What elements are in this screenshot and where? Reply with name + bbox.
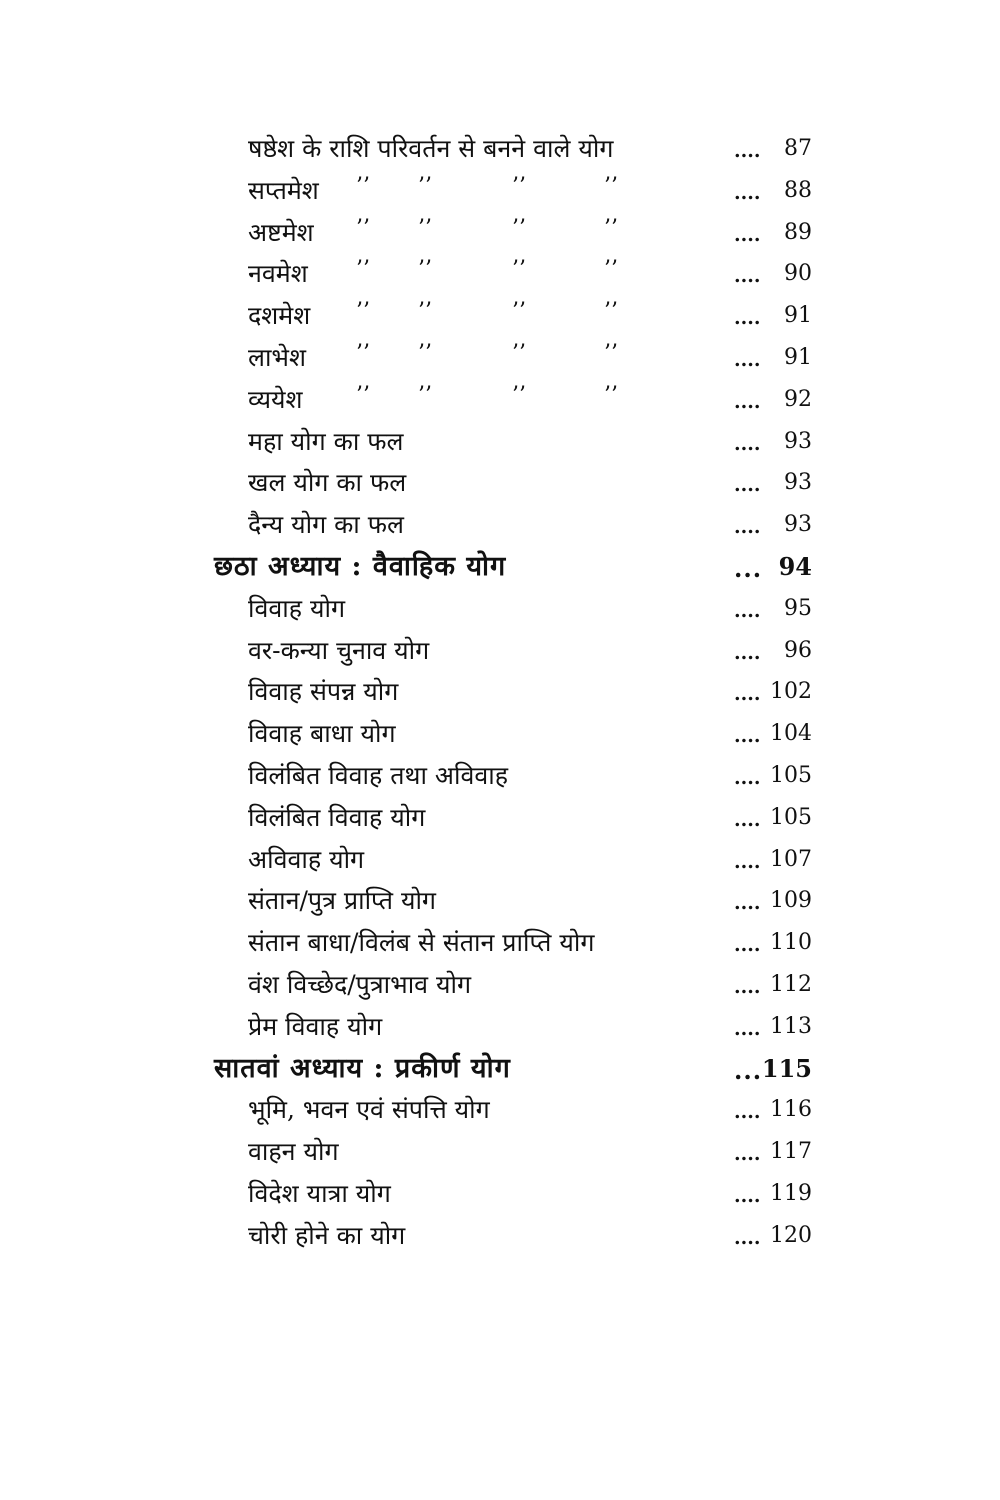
toc-entry [0, 880, 1000, 922]
entry-title: चोरी होने का योग [248, 1220, 406, 1250]
toc-entry [0, 379, 1000, 421]
leader-dots: .... [734, 223, 761, 246]
ditto-mark: ’’ [604, 173, 618, 199]
leader-dots: .... [734, 390, 761, 413]
page-number: 89 [784, 219, 812, 245]
page-number: 105 [770, 762, 812, 788]
leader-dots: .... [734, 892, 761, 915]
leader-dots: .... [734, 348, 761, 371]
toc-entry [0, 671, 1000, 713]
page-number: 87 [784, 136, 812, 161]
page-number: 109 [770, 888, 812, 914]
entry-title: अष्टमेश [248, 217, 314, 247]
page-number: 117 [770, 1139, 812, 1165]
page-number: 90 [784, 261, 812, 287]
leader-dots: .... [734, 1017, 761, 1040]
toc-entry [0, 128, 1000, 170]
ditto-mark: ’’ [356, 215, 370, 241]
entry-title: वंश विच्छेद/पुत्राभाव योग [248, 969, 472, 999]
ditto-mark: ’’ [512, 382, 526, 408]
page-number: 94 [778, 551, 812, 581]
ditto-mark: ’’ [418, 257, 432, 283]
leader-dots: .... [734, 641, 761, 664]
page-number: 107 [770, 846, 812, 872]
leader-dots: .... [734, 725, 761, 748]
entry-title: खल योग का फल [248, 468, 407, 498]
toc-entry [0, 1131, 1000, 1173]
page-number: 95 [784, 595, 812, 621]
toc-entry [0, 964, 1000, 1006]
leader-dots: .... [734, 516, 761, 539]
entry-title: सप्तमेश [248, 175, 319, 205]
leader-dots: .... [734, 683, 761, 706]
leader-dots: .... [734, 432, 761, 455]
toc-entry [0, 1006, 1000, 1048]
entry-title: विवाह योग [248, 593, 346, 623]
leader-dots: .... [734, 934, 761, 957]
entry-title: संतान/पुत्र प्राप्ति योग [248, 886, 436, 916]
page-number: 110 [770, 930, 812, 956]
ditto-mark: ’’ [604, 257, 618, 283]
page-number: 93 [784, 470, 812, 496]
ditto-mark: ’’ [512, 299, 526, 325]
page-number: 116 [770, 1097, 812, 1123]
page-number: 92 [784, 386, 812, 412]
page-number: 93 [784, 428, 812, 454]
toc-entry [0, 588, 1000, 630]
leader-dots: .... [734, 599, 761, 622]
ditto-mark: ’’ [356, 299, 370, 325]
page-number: 91 [784, 303, 812, 329]
toc-entry [0, 839, 1000, 881]
table-of-contents [0, 128, 1000, 1257]
toc-entry [0, 713, 1000, 755]
leader-dots: .... [734, 1184, 761, 1207]
ditto-mark: ’’ [418, 382, 432, 408]
leader-dots: .... [734, 1143, 761, 1166]
leader-dots: .... [734, 307, 761, 330]
ditto-mark: ’’ [512, 215, 526, 241]
page-number: 96 [784, 637, 812, 663]
entry-title: अविवाह योग [248, 844, 365, 874]
toc-entry [0, 755, 1000, 797]
leader-dots: .... [734, 766, 761, 789]
leader-dots: .... [734, 1101, 761, 1124]
toc-chapter-heading [0, 1048, 1000, 1090]
page-number: 112 [770, 971, 812, 997]
toc-entry [0, 797, 1000, 839]
entry-title: षष्ठेश के राशि परिवर्तन से बनने वाले योग [248, 134, 614, 163]
entry-title: वर-कन्या चुनाव योग [248, 635, 430, 665]
page-number: 102 [770, 679, 812, 705]
page-number: 91 [784, 344, 812, 370]
page-number: 115 [761, 1053, 812, 1083]
entry-title: लाभेश [248, 342, 307, 372]
entry-title: प्रेम विवाह योग [248, 1011, 383, 1041]
leader-dots: .... [734, 140, 761, 162]
ditto-mark: ’’ [356, 173, 370, 199]
ditto-mark: ’’ [604, 215, 618, 241]
toc-entry [0, 630, 1000, 672]
entry-title: महा योग का फल [248, 426, 404, 456]
page-number: 104 [770, 721, 812, 747]
ditto-mark: ’’ [418, 215, 432, 241]
entry-title: संतान बाधा/विलंब से संतान प्राप्ति योग [248, 928, 595, 958]
chapter-title: सातवां अध्याय : प्रकीर्ण योग [214, 1052, 511, 1084]
entry-title: विवाह संपन्न योग [248, 677, 399, 707]
leader-dots: .... [734, 474, 761, 497]
leader-dots: ... [734, 1055, 763, 1085]
toc-entry [0, 1089, 1000, 1131]
toc-entry [0, 212, 1000, 254]
entry-title: विलंबित विवाह योग [248, 802, 426, 832]
ditto-mark: ’’ [512, 257, 526, 283]
page-number: 93 [784, 512, 812, 538]
page-number: 119 [770, 1180, 812, 1206]
page-number: 105 [770, 804, 812, 830]
toc-chapter-heading [0, 546, 1000, 588]
toc-entry [0, 504, 1000, 546]
ditto-mark: ’’ [356, 257, 370, 283]
page-number: 88 [784, 177, 812, 203]
leader-dots: .... [734, 265, 761, 288]
ditto-mark: ’’ [418, 173, 432, 199]
leader-dots: .... [734, 1226, 761, 1249]
toc-entry [0, 1173, 1000, 1215]
toc-entry [0, 253, 1000, 295]
ditto-mark: ’’ [512, 173, 526, 199]
ditto-mark: ’’ [604, 340, 618, 366]
leader-dots: .... [734, 808, 761, 831]
toc-entry [0, 462, 1000, 504]
toc-entry [0, 337, 1000, 379]
leader-dots: ... [734, 553, 763, 583]
leader-dots: .... [734, 850, 761, 873]
toc-entry [0, 295, 1000, 337]
entry-title: व्ययेश [248, 384, 303, 414]
ditto-mark: ’’ [418, 299, 432, 325]
entry-title: दशमेश [248, 301, 311, 331]
ditto-mark: ’’ [604, 299, 618, 325]
ditto-mark: ’’ [356, 340, 370, 366]
chapter-title: छठा अध्याय : वैवाहिक योग [214, 550, 507, 582]
ditto-mark: ’’ [604, 382, 618, 408]
ditto-mark: ’’ [418, 340, 432, 366]
entry-title: वाहन योग [248, 1137, 339, 1167]
entry-title: नवमेश [248, 259, 308, 289]
entry-title: विवाह बाधा योग [248, 719, 396, 749]
leader-dots: .... [734, 975, 761, 998]
entry-title: भूमि, भवन एवं संपत्ति योग [248, 1095, 490, 1125]
ditto-mark: ’’ [512, 340, 526, 366]
ditto-mark: ’’ [356, 382, 370, 408]
entry-title: विलंबित विवाह तथा अविवाह [248, 760, 509, 790]
page-number: 113 [770, 1013, 812, 1039]
toc-entry [0, 922, 1000, 964]
toc-entry [0, 421, 1000, 463]
entry-title: दैन्य योग का फल [248, 510, 404, 540]
page-number: 120 [770, 1222, 812, 1248]
toc-entry [0, 1215, 1000, 1257]
leader-dots: .... [734, 181, 761, 204]
entry-title: विदेश यात्रा योग [248, 1178, 391, 1208]
toc-entry [0, 170, 1000, 212]
